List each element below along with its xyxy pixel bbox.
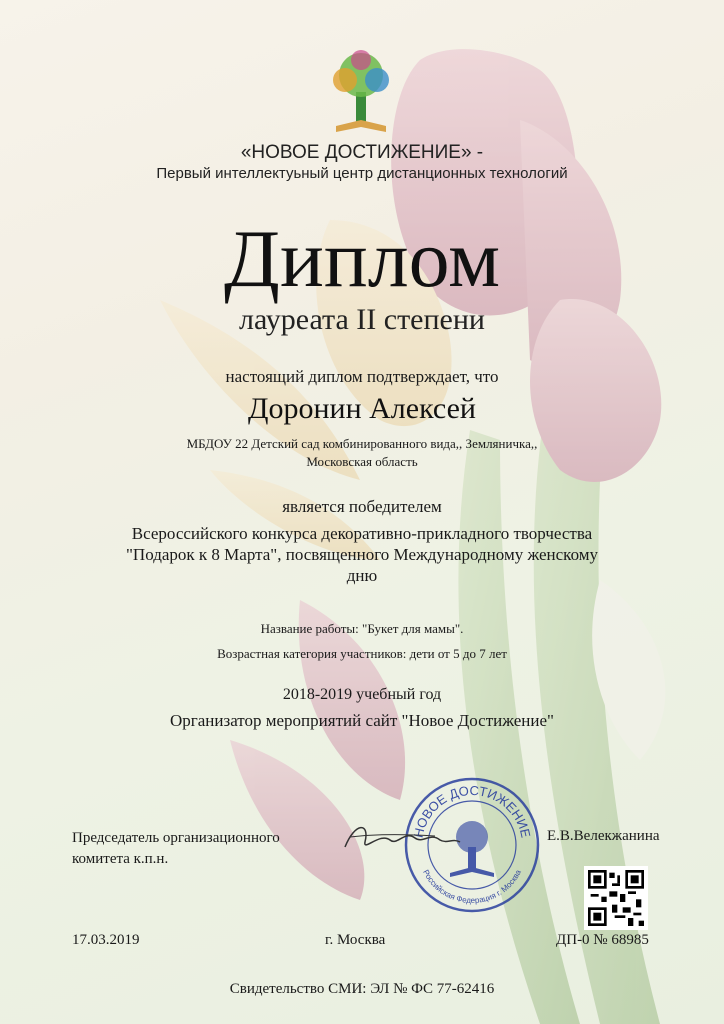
contest-name: Всероссийского конкурса декоративно-прикладного творчества "Подарок к 8 Марта", посвященного Международному женскому дню bbox=[125, 524, 599, 585]
organizer-text: Организатор мероприятий сайт "Новое Достижение" bbox=[169, 711, 554, 730]
recipient-name: Доронин Алексей bbox=[248, 392, 476, 425]
qr-code-icon bbox=[588, 870, 644, 926]
issue-city: г. Москва bbox=[325, 932, 386, 948]
institution-line-1: МБДОУ 22 Детский сад комбинированного вида,, Земляничка,, bbox=[186, 436, 538, 451]
signer-name: Е.В.Велекжанина bbox=[547, 828, 660, 844]
organization-name: «НОВОЕ ДОСТИЖЕНИЕ» - bbox=[240, 142, 484, 163]
tree-logo-icon bbox=[311, 40, 411, 140]
winner-text: является победителем bbox=[282, 497, 442, 516]
signature bbox=[335, 812, 465, 862]
issue-date: 17.03.2019 bbox=[72, 932, 140, 948]
age-category: Возрастная категория участников: дети от 5 до 7 лет bbox=[217, 646, 507, 661]
diploma-degree: лауреата II степени bbox=[239, 303, 485, 336]
stamp-inner-text: Российская Федерация г. Москва bbox=[421, 868, 523, 906]
chair-title: Председатель организационного комитета к.п.н. bbox=[72, 830, 280, 867]
school-year: 2018-2019 учебный год bbox=[282, 686, 442, 703]
work-title: Название работы: "Букет для мамы". bbox=[260, 621, 464, 636]
confirm-text: настоящий диплом подтверждает, что bbox=[225, 367, 499, 386]
qr-code[interactable] bbox=[584, 866, 648, 930]
organization-subtitle: Первый интеллектуьный центр дистанционных технологий bbox=[156, 165, 568, 182]
diploma-number: ДП-0 № 68985 bbox=[556, 932, 649, 948]
stamp-outer-text: НОВОЕ ДОСТИЖЕНИЕ bbox=[410, 782, 534, 840]
diploma-title: Диплом bbox=[224, 213, 500, 304]
institution-line-2: Московская область bbox=[306, 454, 418, 469]
media-certificate: Свидетельство СМИ: ЭЛ № ФС 77-62416 bbox=[229, 981, 495, 997]
